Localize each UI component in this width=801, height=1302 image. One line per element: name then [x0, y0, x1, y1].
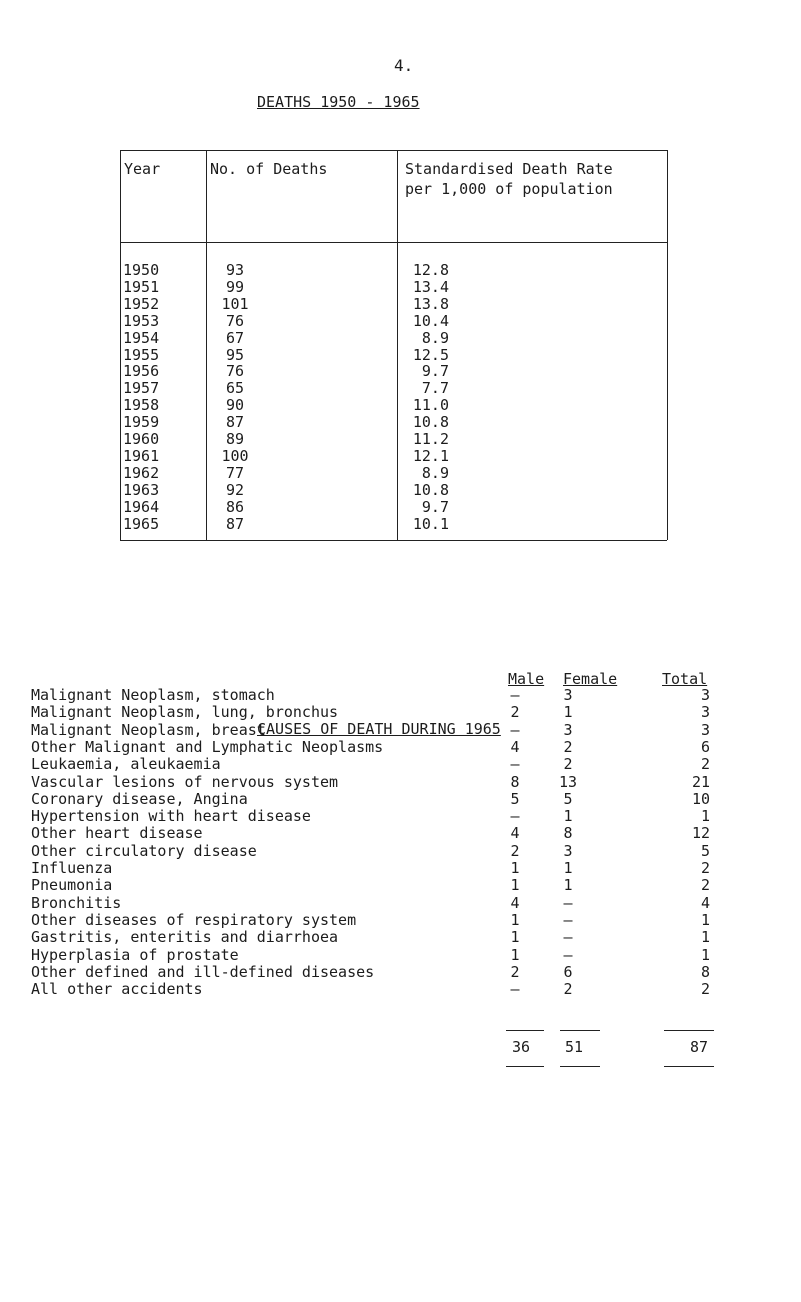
total-cell: 2 — [700, 859, 710, 877]
cause-cell: Leukaemia, aleukaemia — [31, 755, 221, 774]
header-rate-line2: per 1,000 of population — [405, 180, 613, 198]
total-cell: 6 — [700, 737, 710, 756]
male-cell: – — [510, 980, 520, 999]
cause-cell: Gastritis, enteritis and diarrhoea — [31, 928, 339, 947]
total-cell: 5 — [700, 841, 710, 860]
deaths-cell: 76 — [225, 311, 245, 330]
deaths-cell: 101 — [221, 294, 249, 313]
total-total-rule-top — [664, 1030, 714, 1031]
total-cell: 4 — [700, 893, 710, 912]
male-cell: 1 — [510, 910, 520, 929]
rate-cell: 13.8 — [412, 294, 449, 313]
cause-cell: Malignant Neoplasm, lung, bronchus — [31, 703, 339, 722]
female-cell: 1 — [563, 703, 573, 722]
year-cell: 1953 — [123, 311, 160, 330]
rate-cell: 10.8 — [412, 480, 449, 499]
page-number: 4. — [394, 56, 414, 75]
year-cell: 1954 — [123, 328, 160, 347]
total-cell: 2 — [700, 980, 710, 999]
rate-cell: 12.5 — [412, 345, 449, 364]
year-cell: 1964 — [123, 497, 160, 516]
female-total-rule-top — [560, 1030, 600, 1031]
female-cell: 2 — [563, 980, 573, 999]
total-cell: 3 — [700, 686, 710, 704]
cause-cell: Other Malignant and Lymphatic Neoplasms — [31, 737, 384, 756]
year-cell: 1956 — [123, 362, 160, 381]
cause-cell: Hypertension with heart disease — [31, 807, 311, 826]
table-row — [0, 841, 801, 862]
total-cell: 3 — [700, 720, 710, 739]
cause-cell: Other defined and ill-defined diseases — [31, 962, 375, 981]
year-cell: 1958 — [123, 396, 160, 415]
deaths-table-title: DEATHS 1950 - 1965 — [257, 93, 420, 111]
female-cell: 3 — [563, 841, 573, 860]
female-cell: 2 — [563, 755, 573, 774]
year-cell: 1965 — [123, 514, 160, 533]
total-cell: 12 — [691, 824, 710, 843]
female-cell: – — [563, 945, 573, 964]
rate-cell: 11.2 — [412, 430, 449, 448]
causes-table-title: CAUSES OF DEATH DURING 1965 — [257, 720, 501, 738]
total-cell: 1 — [700, 910, 710, 929]
female-cell: 1 — [563, 859, 573, 877]
year-cell: 1959 — [123, 413, 160, 432]
male-cell: – — [510, 755, 520, 774]
male-cell: 4 — [510, 824, 520, 843]
cause-cell: Other heart disease — [31, 824, 203, 843]
table-row — [120, 514, 667, 538]
total-cell: 21 — [691, 772, 710, 791]
total-total-rule-bottom — [664, 1066, 714, 1067]
year-cell: 1963 — [123, 480, 160, 499]
female-cell: 8 — [563, 824, 573, 843]
rate-cell: 12.8 — [412, 261, 449, 279]
rate-cell: 12.1 — [412, 446, 449, 465]
female-total-rule-bottom — [560, 1066, 600, 1067]
year-cell: 1951 — [123, 277, 160, 296]
rate-cell: 9.7 — [421, 362, 449, 381]
female-cell: 5 — [563, 789, 573, 808]
male-cell: 1 — [510, 945, 520, 964]
female-cell: 3 — [563, 686, 573, 704]
table-top-border — [120, 150, 667, 151]
year-cell: 1962 — [123, 463, 160, 482]
total-cell: 10 — [691, 789, 710, 808]
cause-cell: Hyperplasia of prostate — [31, 945, 239, 964]
male-cell: 1 — [510, 928, 520, 947]
header-separator — [120, 242, 667, 243]
header-deaths: No. of Deaths — [210, 160, 328, 178]
deaths-cell: 95 — [225, 345, 245, 364]
rate-cell: 8.9 — [421, 463, 449, 482]
total-cell: 2 — [700, 876, 710, 895]
year-cell: 1950 — [123, 261, 160, 279]
cause-cell: Bronchitis — [31, 893, 122, 912]
male-cell: 2 — [510, 962, 520, 981]
male-total: 36 — [512, 1038, 531, 1056]
deaths-cell: 77 — [225, 463, 245, 482]
deaths-cell: 89 — [225, 430, 245, 448]
year-cell: 1952 — [123, 294, 160, 313]
deaths-by-year-table — [120, 150, 667, 540]
total-cell: 8 — [700, 962, 710, 981]
male-cell: 2 — [510, 703, 520, 722]
female-cell: – — [563, 910, 573, 929]
female-cell: 3 — [563, 720, 573, 739]
male-cell: 4 — [510, 893, 520, 912]
year-cell: 1961 — [123, 446, 160, 465]
deaths-cell: 99 — [225, 277, 245, 296]
deaths-cell: 92 — [225, 480, 245, 499]
female-cell: 13 — [558, 772, 578, 791]
cause-cell: Malignant Neoplasm, stomach — [31, 686, 275, 704]
deaths-cell: 100 — [221, 446, 249, 465]
cause-cell: Pneumonia — [31, 876, 113, 895]
male-cell: 8 — [510, 772, 520, 791]
female-cell: 1 — [563, 876, 573, 895]
total-cell: 3 — [700, 703, 710, 722]
rate-cell: 7.7 — [421, 379, 449, 398]
cause-cell: Influenza — [31, 859, 113, 877]
table-right-border — [667, 150, 668, 540]
female-cell: – — [563, 928, 573, 947]
year-cell: 1960 — [123, 430, 160, 448]
male-cell: 2 — [510, 841, 520, 860]
total-cell: 1 — [700, 945, 710, 964]
female-cell: 6 — [563, 962, 573, 981]
total-cell: 1 — [700, 928, 710, 947]
grand-total: 87 — [690, 1038, 709, 1056]
male-cell: – — [510, 720, 520, 739]
cause-cell: Other circulatory disease — [31, 841, 257, 860]
female-cell: 2 — [563, 737, 573, 756]
deaths-cell: 86 — [225, 497, 245, 516]
female-cell: – — [563, 893, 573, 912]
header-female: Female — [563, 670, 618, 688]
table-bottom-border — [120, 540, 667, 541]
rate-cell: 10.1 — [412, 514, 449, 533]
header-total: Total — [662, 670, 708, 688]
deaths-cell: 93 — [225, 261, 245, 279]
rate-cell: 11.0 — [412, 396, 449, 415]
cause-cell: Malignant Neoplasm, breast — [31, 720, 266, 739]
header-male: Male — [508, 670, 545, 688]
year-cell: 1957 — [123, 379, 160, 398]
deaths-cell: 87 — [225, 413, 245, 432]
male-cell: 1 — [510, 876, 520, 895]
cause-cell: All other accidents — [31, 980, 203, 999]
male-cell: 5 — [510, 789, 520, 808]
deaths-cell: 65 — [225, 379, 245, 398]
male-cell: – — [510, 686, 520, 704]
female-total: 51 — [565, 1038, 584, 1056]
total-cell: 2 — [700, 755, 710, 774]
year-cell: 1955 — [123, 345, 160, 364]
male-total-rule-bottom — [506, 1066, 544, 1067]
male-cell: 1 — [510, 859, 520, 877]
female-cell: 1 — [563, 807, 573, 826]
cause-cell: Vascular lesions of nervous system — [31, 772, 339, 791]
cause-cell: Other diseases of respiratory system — [31, 910, 357, 929]
male-total-rule-top — [506, 1030, 544, 1031]
deaths-cell: 90 — [225, 396, 245, 415]
deaths-cell: 87 — [225, 514, 245, 533]
rate-cell: 8.9 — [421, 328, 449, 347]
table-row — [0, 982, 801, 1000]
table-row — [0, 861, 801, 879]
male-cell: 4 — [510, 737, 520, 756]
rate-cell: 9.7 — [421, 497, 449, 516]
deaths-cell: 67 — [225, 328, 245, 347]
deaths-cell: 76 — [225, 362, 245, 381]
total-cell: 1 — [700, 807, 710, 826]
rate-cell: 10.4 — [412, 311, 449, 330]
header-rate-line1: Standardised Death Rate — [405, 160, 613, 178]
cause-cell: Coronary disease, Angina — [31, 789, 248, 808]
header-year: Year — [124, 160, 161, 178]
male-cell: – — [510, 807, 520, 826]
rate-cell: 13.4 — [412, 277, 449, 296]
rate-cell: 10.8 — [412, 413, 449, 432]
